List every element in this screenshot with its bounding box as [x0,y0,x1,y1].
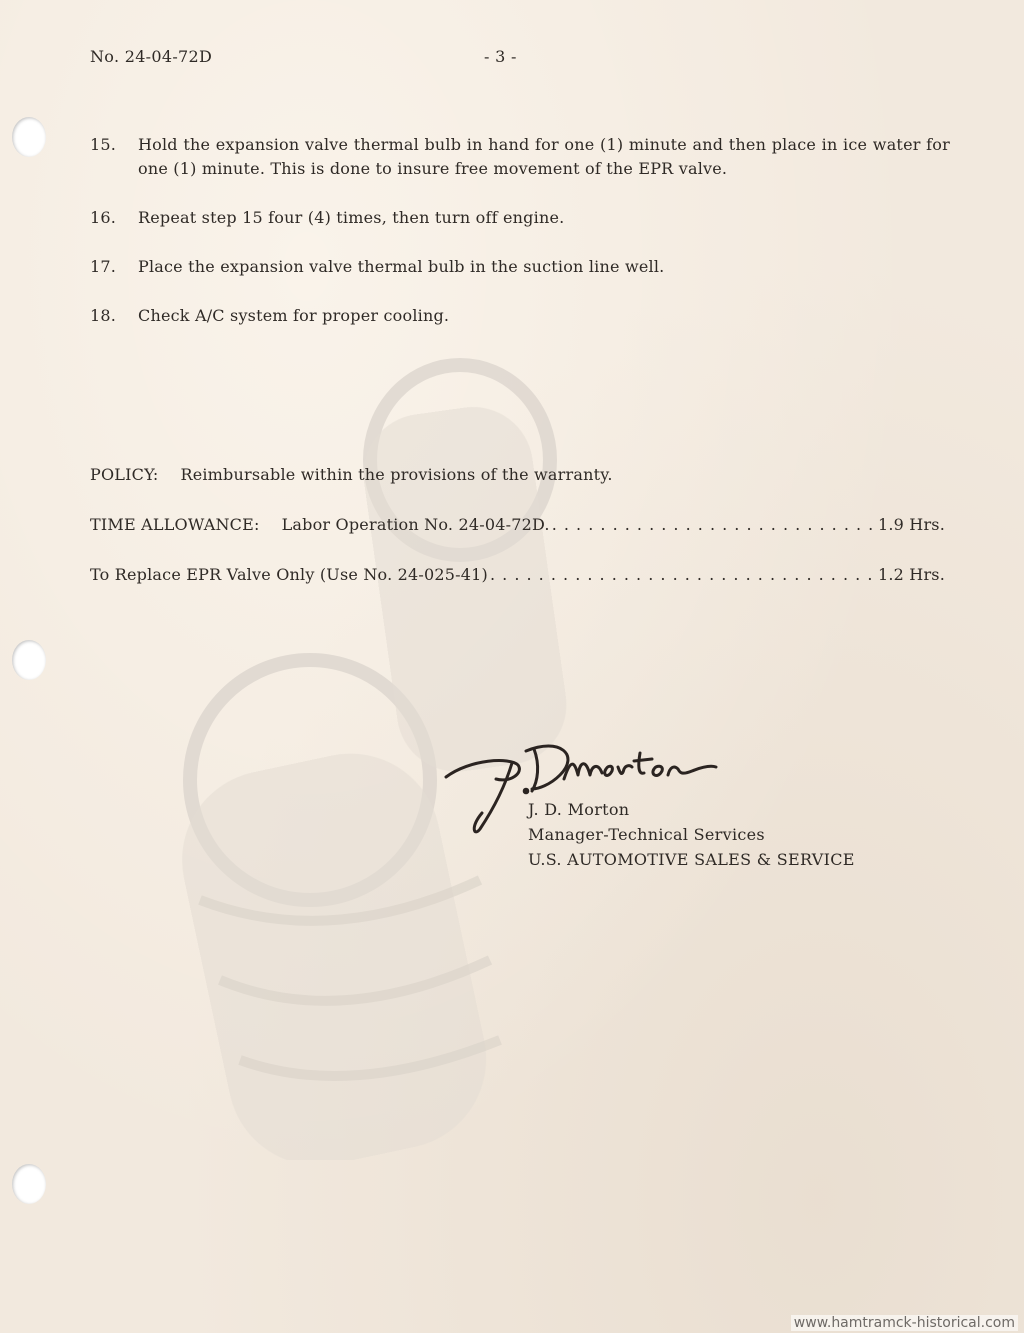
page-number: - 3 - [484,47,517,66]
signer-title: Manager-Technical Services [528,825,765,844]
step-item [90,133,950,181]
step-text: Check A/C system for proper cooling. [138,306,450,325]
replace-hours: 1.2 Hrs. [877,565,945,584]
step-number: 17. [90,257,117,276]
dot-leader [552,515,876,534]
step-text: Hold the expansion valve thermal bulb in hand for one (1) minute and then place in ice water for one (1) minute. This is done to insure free movement of the EPR valve. [138,135,950,178]
dot-leader [490,565,876,584]
time-allowance-text: Labor Operation No. 24-04-72D. [281,515,550,534]
replace-line [90,565,945,584]
signer-name: J. D. Morton [528,800,630,819]
time-allowance-line [90,515,945,534]
signer-organization: U.S. AUTOMOTIVE SALES & SERVICE [528,850,855,869]
binder-hole-middle [12,640,46,680]
site-watermark: www.hamtramck-historical.com [791,1315,1018,1331]
policy-line [90,465,945,484]
binder-hole-top [12,117,46,157]
procedure-steps [90,133,950,353]
step-number: 15. [90,135,117,154]
binder-hole-bottom [12,1164,46,1204]
time-allowance-hours: 1.9 Hrs. [877,515,945,534]
step-item [90,304,950,328]
policy-text: Reimbursable within the provisions of the warranty. [180,465,613,484]
policy-label: POLICY: [90,465,159,484]
step-number: 16. [90,208,117,227]
time-allowance-label: TIME ALLOWANCE: [90,515,260,534]
step-number: 18. [90,306,117,325]
step-text: Place the expansion valve thermal bulb in the suction line well. [138,257,665,276]
step-item [90,255,950,279]
document-number: No. 24-04-72D [90,47,213,66]
signature-block [528,797,855,872]
replace-text: To Replace EPR Valve Only (Use No. 24-025-41) [90,565,488,584]
step-item [90,206,950,230]
step-text: Repeat step 15 four (4) times, then turn off engine. [138,208,565,227]
